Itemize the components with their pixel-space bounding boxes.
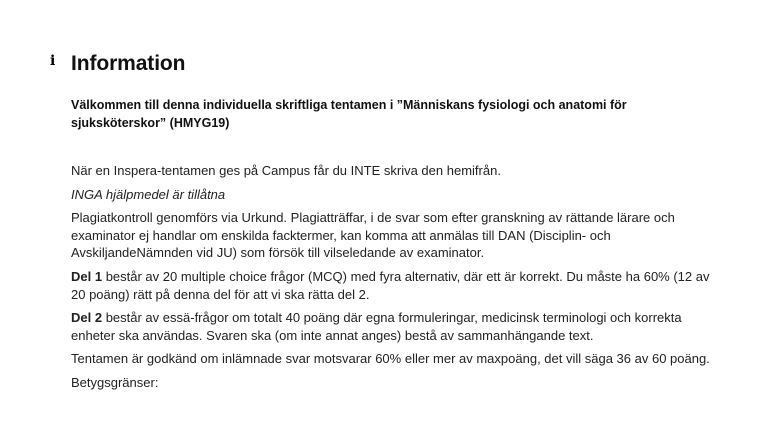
- campus-notice: När en Inspera-tentamen ges på Campus får du INTE skriva den hemifrån.: [71, 163, 501, 178]
- part2-label: Del 2: [71, 310, 103, 326]
- part2-description: [71, 309, 711, 344]
- page-title: Information: [71, 52, 186, 75]
- part2-text: består av essä-frågor om totalt 40 poäng där egna formuleringar, medicinsk terminologi och korrekta enheter ska användas. Svaren ska (om inte annat anges) bestå av sammanhängande text.: [71, 310, 682, 343]
- aids-notice: INGA hjälpmedel är tillåtna: [71, 186, 226, 202]
- grade-limits-heading: Betygsgränser:: [71, 374, 159, 390]
- plagiarism-notice: Plagiatkontroll genomförs via Urkund. Plagiatträffar, i de svar som efter granskning av rättande lärare och examinator ej handlar om enskilda facktermer, kan komma att anmälas till DAN (Disciplin- och AvskiljandeNämnden vid JU) som försök till vilseledande av examinator.: [71, 210, 675, 261]
- part1-text: består av 20 multiple choice frågor (MCQ) med fyra alternativ, där ett är korrekt. Du måste ha 60% (12 av 20 poäng) rätt på denna del för att vi ska rätta del 2.: [71, 268, 710, 302]
- information-content: [71, 97, 711, 392]
- intro-text: Välkommen till denna individuella skriftliga tentamen i ”Människans fysiologi och anatomi för sjuksköterskor” (HMYG19): [71, 98, 627, 130]
- info-icon: i: [50, 53, 56, 69]
- passing-criteria: Tentamen är godkänd om inlämnade svar motsvarar 60% eller mer av maxpoäng, det vill säga 36 av 60 poäng.: [71, 351, 710, 367]
- part1-description: [71, 268, 711, 303]
- part1-label: Del 1: [71, 268, 103, 284]
